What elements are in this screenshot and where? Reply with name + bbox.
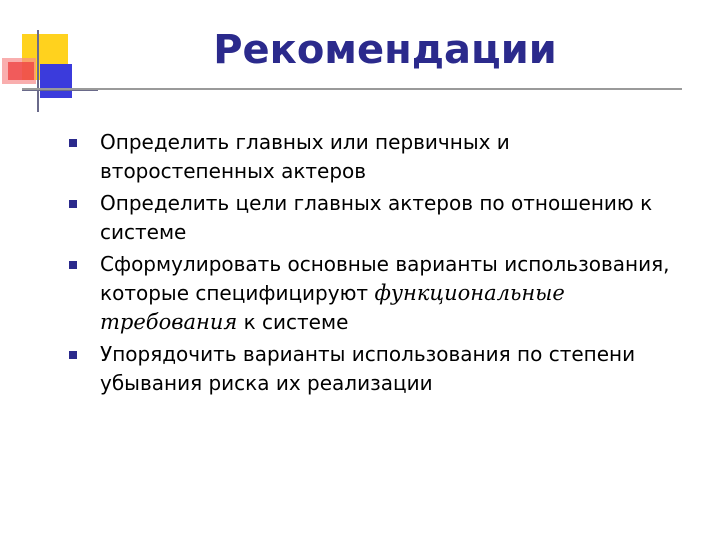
square-bullet-icon (69, 351, 77, 359)
square-bullet-icon (69, 200, 77, 208)
bullet-text: Определить цели главных актеров по отношению к системе (100, 191, 653, 244)
corner-logo-icon (0, 0, 100, 120)
bullet-text: Сформулировать основные варианты использования, которые специфицируют функциональные требования к системе (100, 252, 670, 334)
bullet-item (64, 189, 684, 247)
emphasis-text: функциональные требования (100, 281, 565, 334)
square-bullet-icon (69, 139, 77, 147)
square-bullet-icon (69, 261, 77, 269)
bullet-text: Определить главных или первичных и второстепенных актеров (100, 130, 510, 183)
bullet-item (64, 250, 684, 337)
bullet-item (64, 340, 684, 398)
slide-title: Рекомендации (213, 27, 557, 73)
title-divider (22, 88, 682, 90)
bullet-item (64, 128, 684, 186)
bullet-list (64, 128, 684, 401)
bullet-text: Упорядочить варианты использования по степени убывания риска их реализации (100, 342, 636, 395)
